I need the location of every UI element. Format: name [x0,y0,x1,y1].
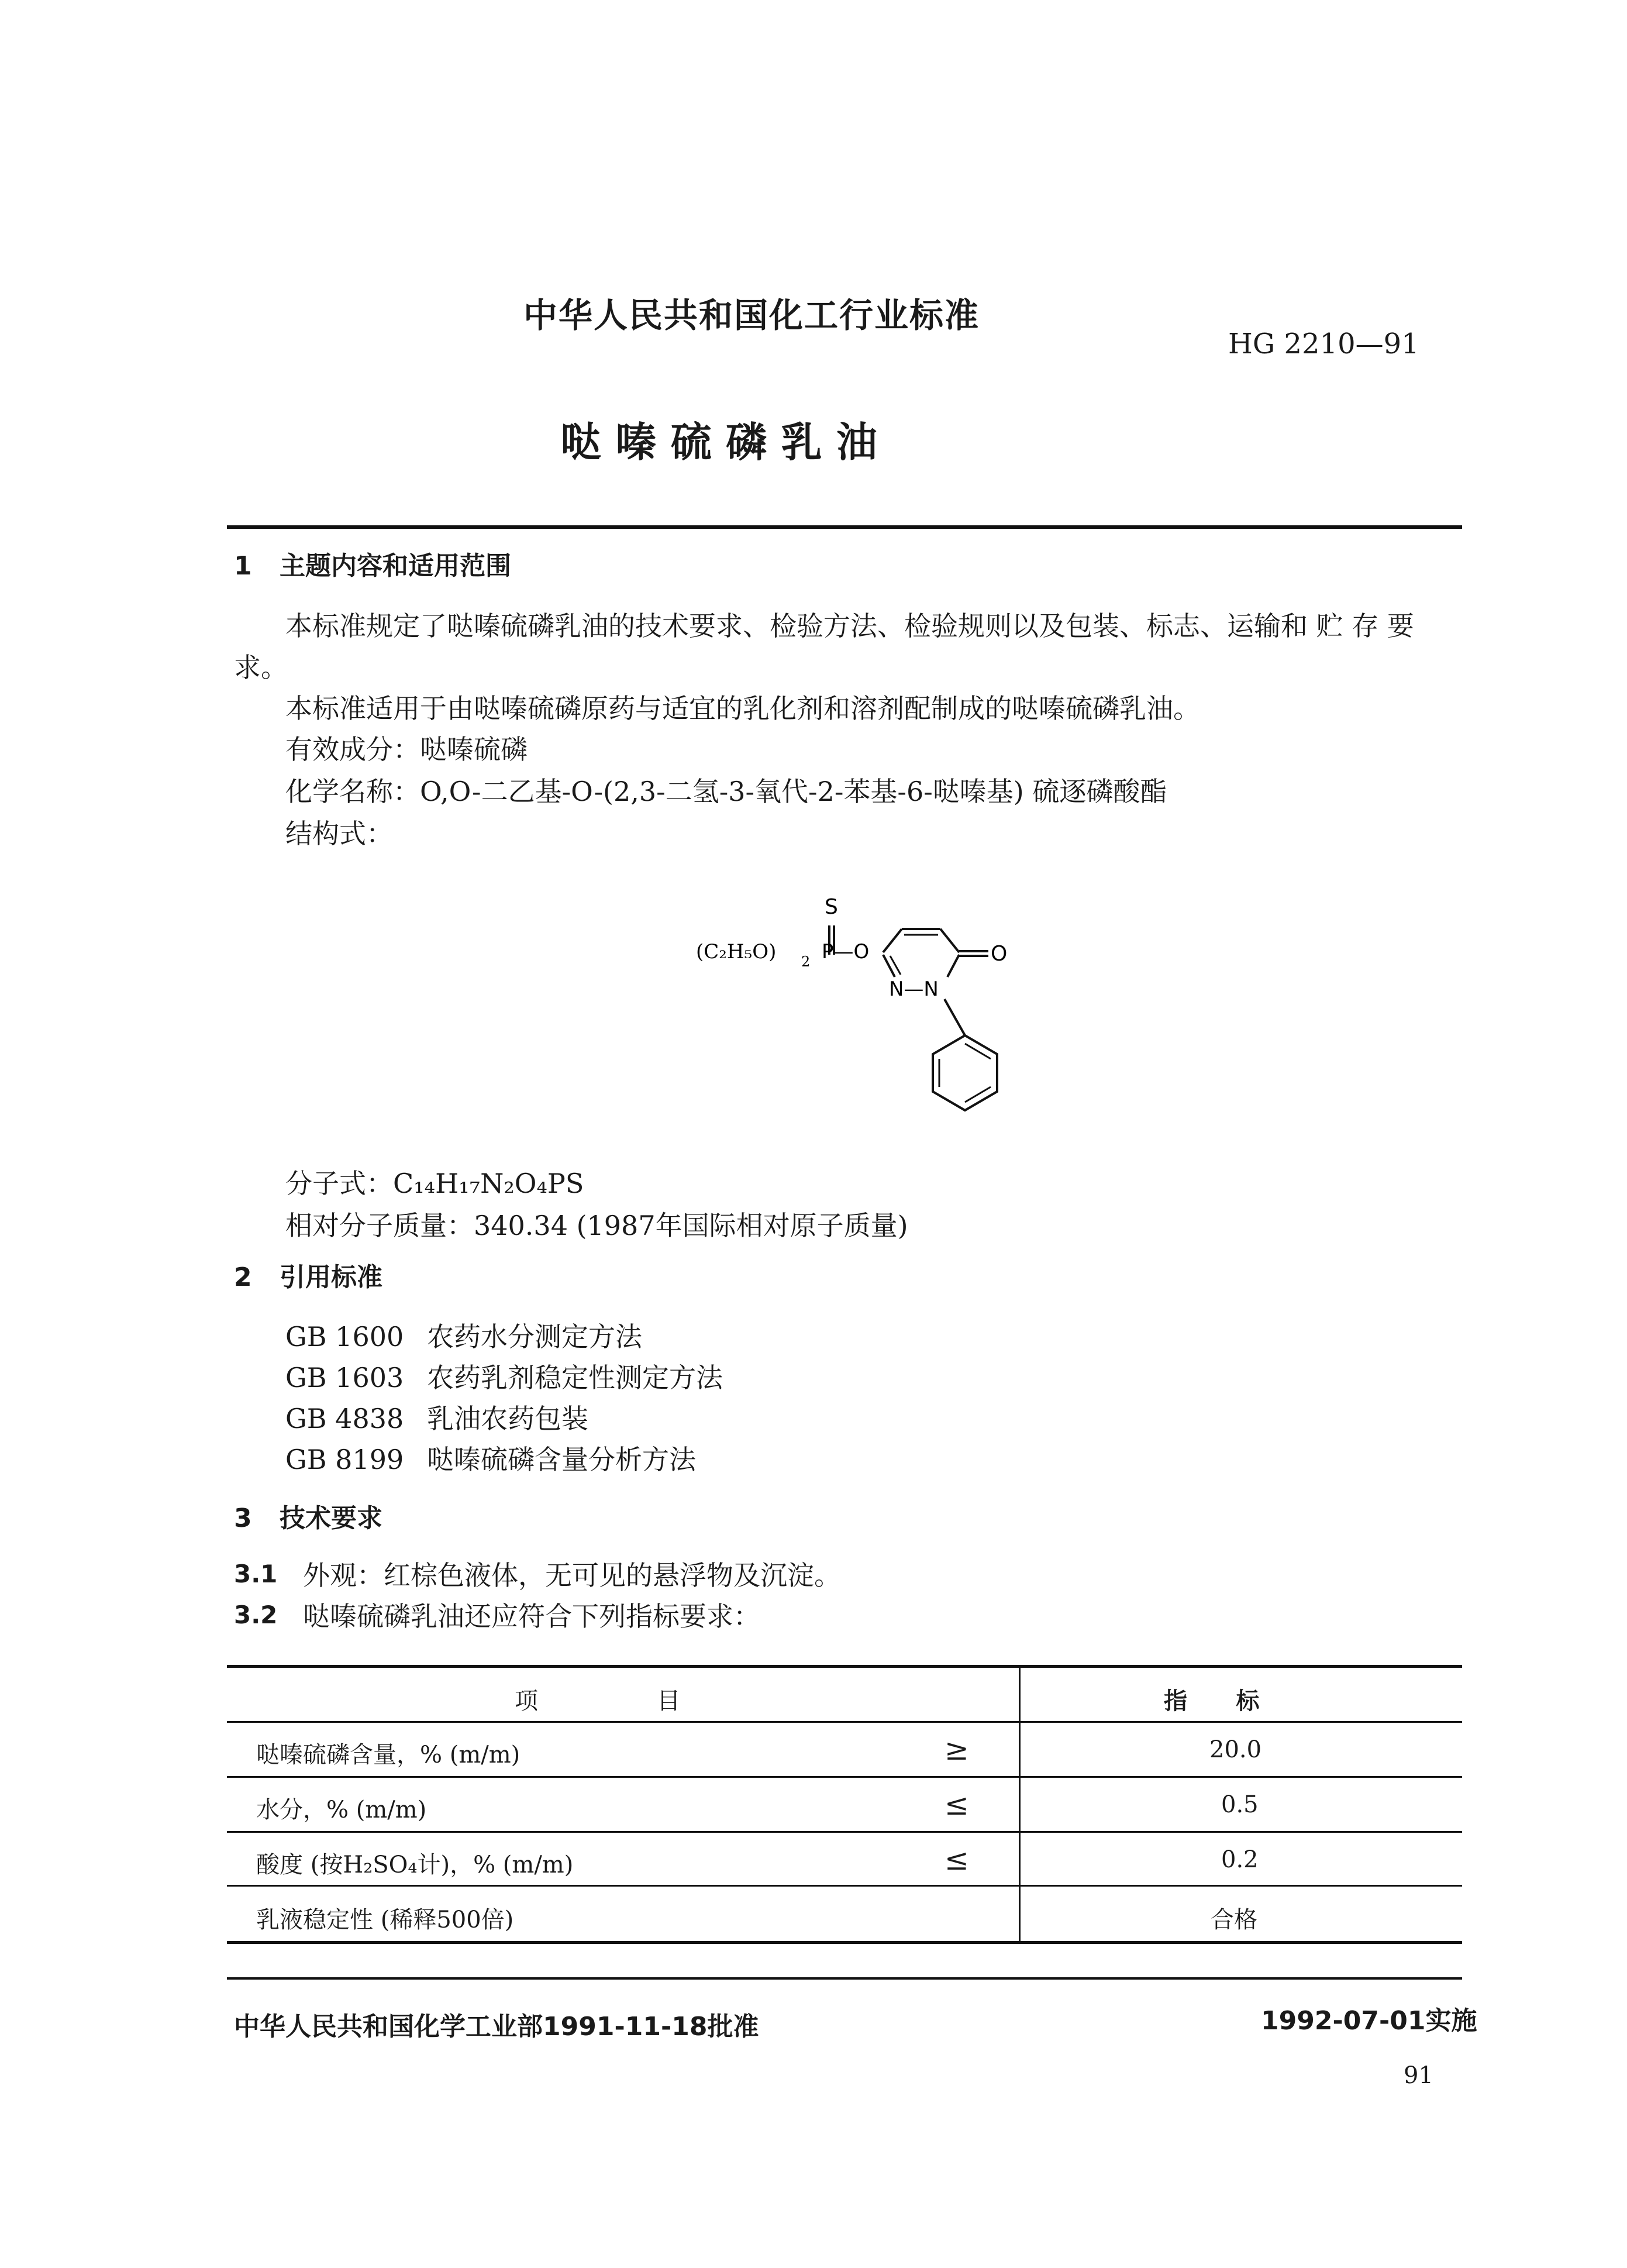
item32-num: 3.2 [234,1601,278,1629]
ref-title-1: 农药乳剂稳定性测定方法 [427,1362,723,1393]
ethoxy-group: (C₂H₅O) [696,940,777,963]
effective-date: 1992-07-01实施 [1261,2006,1477,2036]
item31-num: 3.1 [234,1560,278,1588]
ref-title-0: 农药水分测定方法 [427,1321,642,1352]
standard-code: HG 2210—91 [1228,328,1419,360]
structure-label: 结构式： [285,818,393,849]
table-row-0-value: 20.0 [1209,1736,1262,1763]
ref-code-0: GB 1600 [285,1321,404,1352]
nitrogen-pair: N—N [889,978,939,1001]
section1-heading-num: 1 [234,551,252,581]
table-row-2-item: 酸度 (按H₂SO₄计)，% (m/m) [256,1851,574,1878]
table-row-rule-3 [227,1885,1462,1887]
table-row-1-value: 0.5 [1221,1791,1259,1818]
molecular-formula: 分子式：C₁₄H₁₇N₂O₄PS [285,1168,584,1199]
ref-code-3: GB 8199 [285,1444,404,1475]
item32-text: 哒嗪硫磷乳油还应符合下列指标要求： [303,1601,760,1632]
table-row-1-op: ≤ [945,1788,969,1822]
molecular-mass: 相对分子质量：340.34 (1987年国际相对原子质量) [285,1210,908,1241]
footer-rule [227,1977,1462,1980]
phenyl-inner-2 [965,1087,991,1102]
ring-bond-1 [883,929,902,952]
org-title: 中华人民共和国化工行业标准 [523,295,980,335]
table-header-rule [227,1721,1462,1723]
section3-heading: 技术要求 [280,1503,382,1533]
table-row-rule-1 [227,1776,1462,1778]
table-top-rule [227,1665,1462,1668]
table-bottom-rule [227,1941,1462,1944]
phenyl-ring [933,1035,997,1110]
table-row-3-item: 乳液稳定性 (稀释500倍) [256,1906,514,1933]
approval-statement: 中华人民共和国化学工业部1991-11-18批准 [234,2012,759,2042]
carbonyl-oxygen: O [991,942,1008,966]
section2-heading-num: 2 [234,1262,252,1292]
sulfur-atom: S [825,895,838,919]
ref-title-2: 乳油农药包装 [427,1403,588,1434]
section1-para1-line2: 求。 [234,652,288,683]
doc-title: 哒 嗪 硫 磷 乳 油 [560,418,877,466]
phosphorus-link: P—O [822,940,870,963]
table-row-0-item: 哒嗪硫磷含量，% (m/m) [256,1742,520,1768]
page-number: 91 [1404,2062,1433,2089]
ring-bond-4 [947,955,959,977]
table-row-2-op: ≤ [945,1843,969,1877]
n-phenyl-bond [945,999,965,1035]
section3-heading-num: 3 [234,1503,252,1533]
section1-heading: 主题内容和适用范围 [280,551,511,581]
table-header-item: 项 目 [515,1688,681,1715]
item31-text: 外观：红棕色液体，无可见的悬浮物及沉淀。 [303,1560,841,1591]
ref-title-3: 哒嗪硫磷含量分析方法 [427,1444,696,1475]
ring-bond-5 [883,955,895,977]
table-row-2-value: 0.2 [1221,1846,1259,1873]
table-row-rule-2 [227,1831,1462,1833]
table-row-3-value: 合格 [1211,1906,1257,1933]
section1-para2: 本标准适用于由哒嗪硫磷原药与适宜的乳化剂和溶剂配制成的哒嗪硫磷乳油。 [285,693,1200,724]
table-col-divider [1019,1665,1021,1943]
header-rule [227,525,1462,529]
active-ingredient: 有效成分：哒嗪硫磷 [285,734,528,765]
ref-code-1: GB 1603 [285,1362,404,1393]
ring-bond-3 [940,929,959,952]
table-header-index: 指 标 [1164,1688,1260,1715]
chemical-name: 化学名称：O,O-二乙基-O-(2,3-二氢-3-氧代-2-苯基-6-哒嗪基) 硫逐磷酸酯 [285,776,1167,807]
table-row-1-item: 水分，% (m/m) [256,1796,427,1823]
phenyl-inner-1 [965,1044,991,1059]
ref-code-2: GB 4838 [285,1403,404,1434]
section2-heading: 引用标准 [280,1262,382,1292]
ethoxy-subscript: 2 [801,954,811,970]
section1-para1-line1: 本标准规定了哒嗪硫磷乳油的技术要求、检验方法、检验规则以及包装、标志、运输和 贮 存 要 [285,610,1414,642]
table-row-0-op: ≥ [945,1733,969,1767]
structural-formula [673,877,1082,1158]
